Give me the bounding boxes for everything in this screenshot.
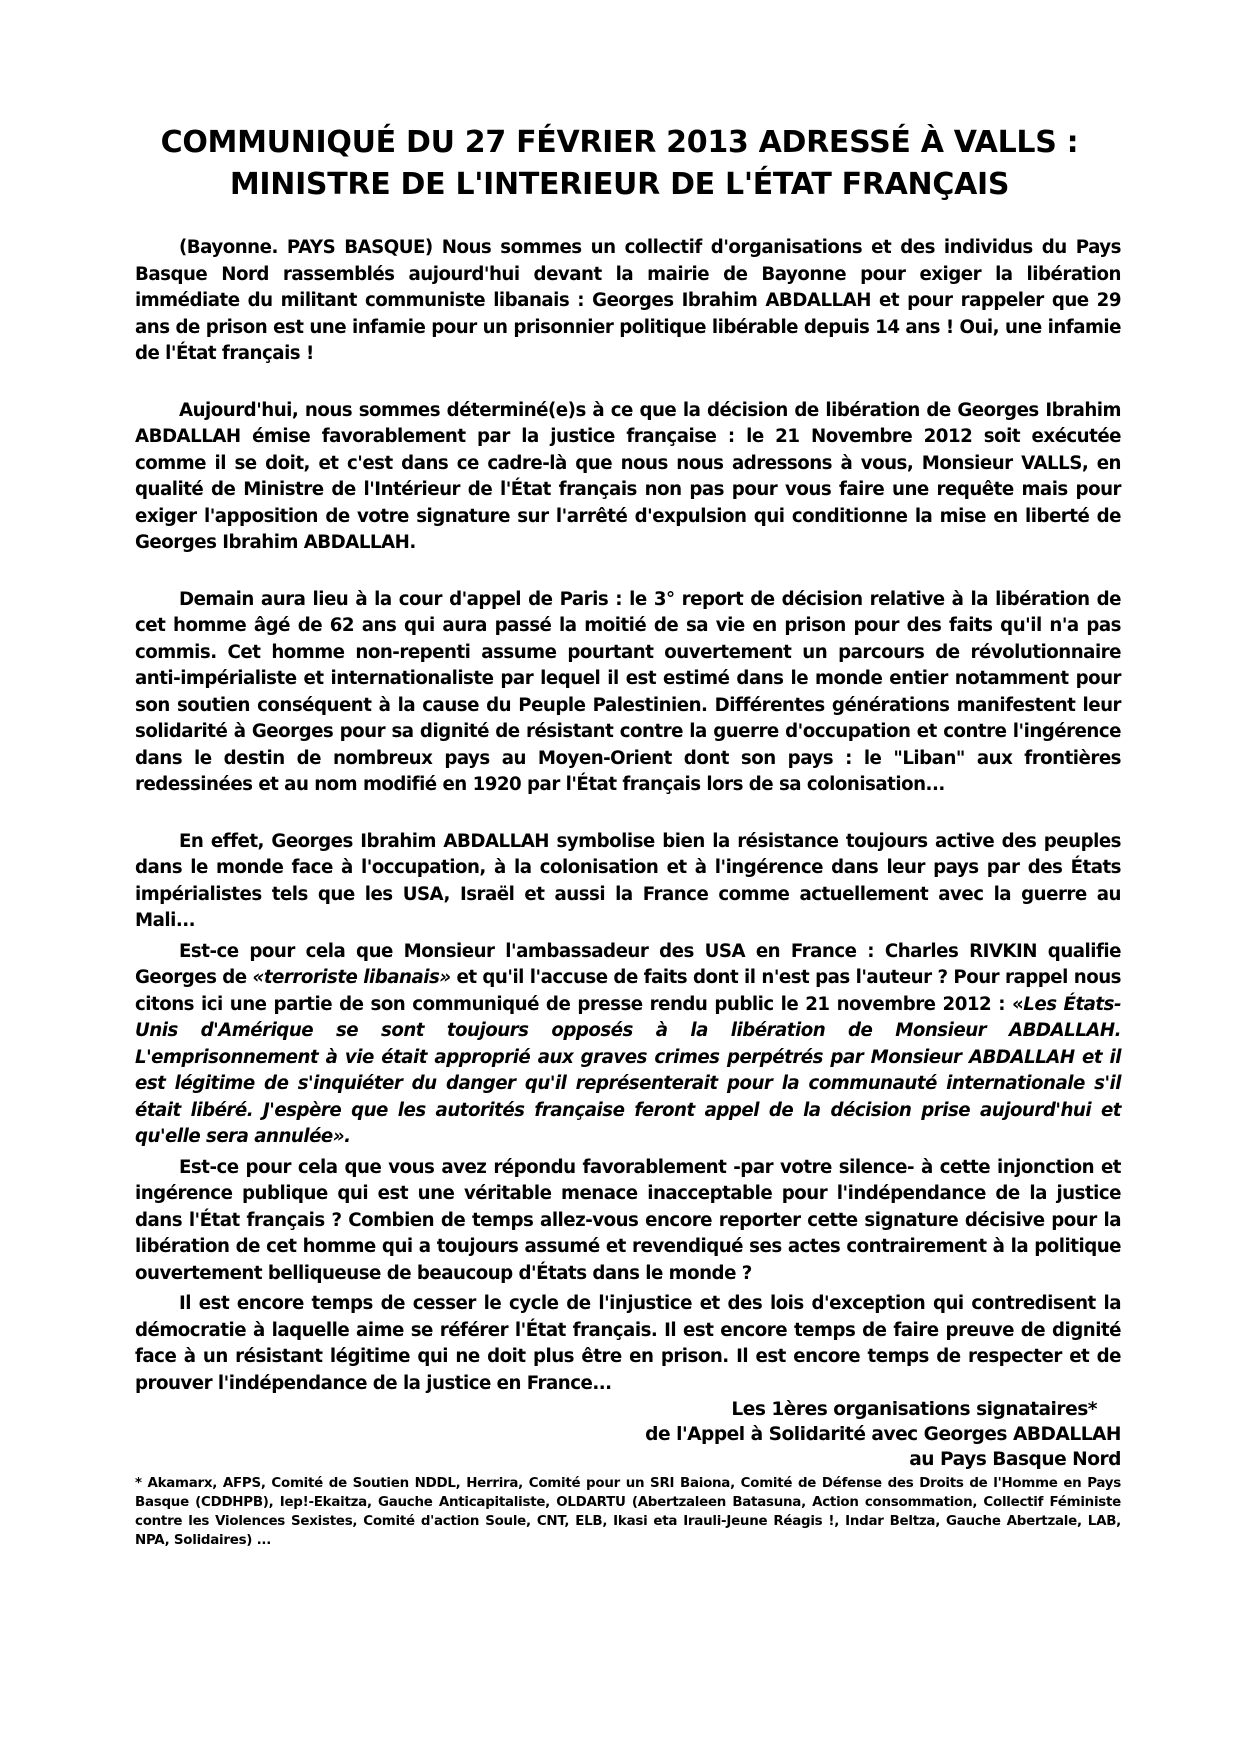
paragraph-5 xyxy=(135,939,1121,1151)
title-line-1: COMMUNIQUÉ DU 27 FÉVRIER 2013 ADRESSÉ À VALLS : xyxy=(160,125,1079,160)
paragraph-5-text-c: et qu'il l'accuse de faits dont il n'est pas l'auteur ? Pour rappel nous citons ici une partie de son communiqué de presse rendu public le 21 novembre 2012 : « xyxy=(135,967,1121,1015)
signature-line-2: de l'Appel à Solidarité avec Georges ABDALLAH xyxy=(645,1424,1121,1445)
title-line-2: MINISTRE DE L'INTERIEUR DE L'ÉTAT FRANÇAIS xyxy=(229,167,1010,202)
paragraph-1: (Bayonne. PAYS BASQUE) Nous sommes un collectif d'organisations et des individus du Pays Basque Nord rassemblés aujourd'hui devant la mairie de Bayonne pour exiger la libération immédiate du militant communiste libanais : Georges Ibrahim ABDALLAH et pour rappeler que 29 ans de prison est une infamie pour un prisonnier politique libérable depuis 14 ans ! Oui, une infamie de l'État français ! xyxy=(135,237,1121,364)
paragraph-6: Est-ce pour cela que vous avez répondu favorablement -par votre silence- à cette injonction et ingérence publique qui est une véritable menace inacceptable pour l'indépendance de la justice dans l'État français ? Combien de temps allez-vous encore reporter cette signature décisive pour la libération de cet homme qui a toujours assumé et revendiqué ses actes contrairement à la politique ouvertement belliqueuse de beaucoup d'États dans le monde ? xyxy=(135,1156,1121,1284)
document-body xyxy=(135,235,1121,1550)
paragraph-5-quote-term: «terroriste libanais» xyxy=(252,967,451,988)
signature-line-3: au Pays Basque Nord xyxy=(909,1449,1121,1470)
footnote-signatories: * Akamarx, AFPS, Comité de Soutien NDDL, Herrira, Comité pour un SRI Baiona, Comité de Défense des Droits de l'Homme en Pays Basque (CDDHPB), Iep!-Ekaitza, Gauche Anticapitaliste, OLDARTU (Abertzaleen Batasuna, Action consommation, Collectif Féministe contre les Violences Sexistes, Comité d'action Soule, CNT, ELB, Ikasi eta Irauli-Jeune Réagis !, Indar Beltza, Gauche Abertzale, LAB, NPA, Solidaires) ... xyxy=(135,1476,1121,1548)
paragraph-4: En effet, Georges Ibrahim ABDALLAH symbolise bien la résistance toujours active des peuples dans le monde face à l'occupation, à la colonisation et à l'ingérence dans leur pays par des États impérialistes tels que les USA, Israël et aussi la France comme actuellement avec la guerre au Mali... xyxy=(135,830,1121,931)
paragraph-2: Aujourd'hui, nous sommes déterminé(e)s à ce que la décision de libération de Georges Ibrahim ABDALLAH émise favorablement par la justice française : le 21 Novembre 2012 soit exécutée comme il se doit, et c'est dans ce cadre-là que nous nous adressons à vous, Monsieur VALLS, en qualité de Ministre de l'Intérieur de l'État français non pas pour vous faire une requête mais pour exiger l'apposition de votre signature sur l'arrêté d'expulsion qui conditionne la mise en liberté de Georges Ibrahim ABDALLAH. xyxy=(135,399,1121,553)
signature-line-1: Les 1ères organisations signataires* xyxy=(731,1399,1097,1420)
paragraph-5-text-a: Est-ce pour cela que Monsieur l'ambassadeur des USA en France : Charles RIVKIN qualifie Georges de xyxy=(135,940,1121,988)
paragraph-7: Il est encore temps de cesser le cycle de l'injustice et des lois d'exception qui contredisent la démocratie à laquelle aime se référer l'État français. Il est encore temps de faire preuve de dignité face à un résistant légitime qui ne doit plus être en prison. Il est encore temps de respecter et de prouver l'indépendance de la justice en France... xyxy=(135,1293,1121,1394)
paragraph-3: Demain aura lieu à la cour d'appel de Paris : le 3° report de décision relative à la libération de cet homme âgé de 62 ans qui aura passé la moitié de sa vie en prison pour des faits qu'il n'a pas commis. Cet homme non-repenti assume pourtant ouvertement un parcours de révolutionnaire anti-impérialiste et internationaliste par lequel il est estimé dans le monde entier notamment pour son soutien conséquent à la cause du Peuple Palestinien. Différentes générations manifestent leur solidarité à Georges pour sa dignité de résistant contre la guerre d'occupation et contre l'ingérence dans le destin de nombreux pays au Moyen-Orient dont son pays : le "Liban" aux frontières redessinées et au nom modifié en 1920 par l'État français lors de sa colonisation... xyxy=(135,588,1121,795)
paragraph-5-quotation: Les États-Unis d'Amérique se sont toujours opposés à la libération de Monsieur ABDALLAH. L'emprisonnement à vie était approprié aux graves crimes perpétrés par Monsieur ABDALLAH et il est légitime de s'inquiéter du danger qu'il représenterait pour la communauté internationale s'il était libéré. J'espère que les autorités française feront appel de la décision prise aujourd'hui et qu'elle sera annulée». xyxy=(135,993,1122,1147)
document-title xyxy=(100,122,1139,206)
signature-block xyxy=(135,1397,1121,1472)
